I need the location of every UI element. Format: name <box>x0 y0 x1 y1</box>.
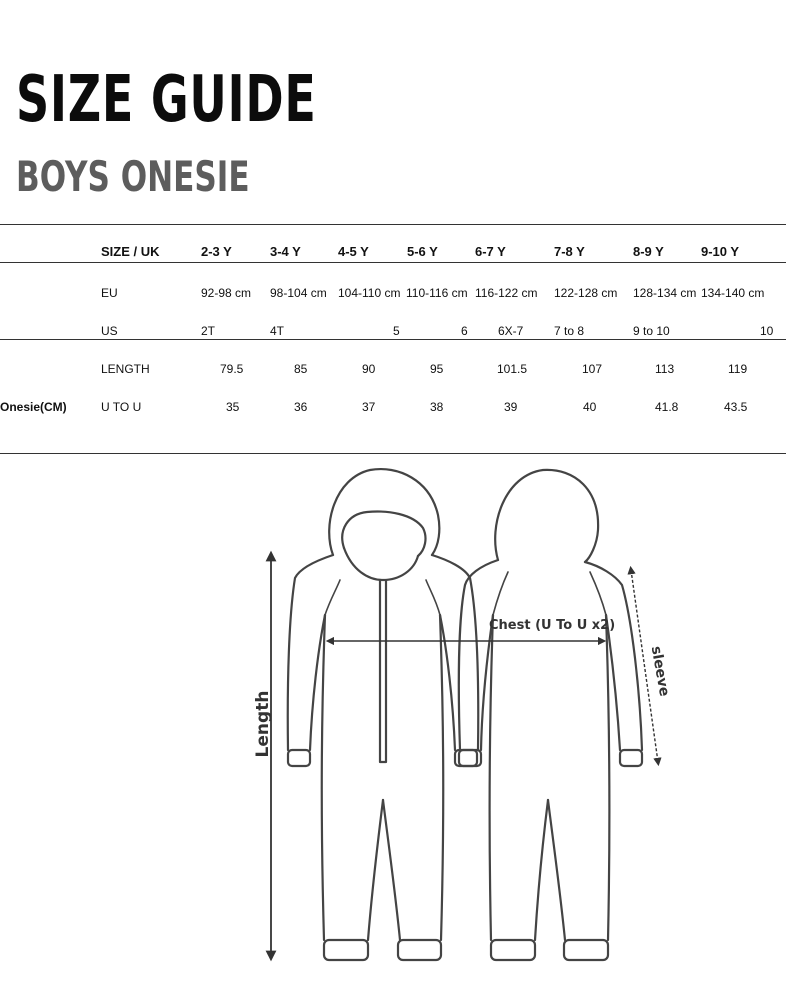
utou-cell: 41.8 <box>655 400 679 414</box>
utou-cell: 37 <box>362 400 376 414</box>
onesie-back-outline <box>459 470 642 960</box>
size-header: 5-6 Y <box>407 244 438 259</box>
length-cell: 107 <box>582 362 603 376</box>
header-divider <box>0 262 786 263</box>
table-top-rule <box>0 224 786 225</box>
utou-cell: 36 <box>294 400 308 414</box>
page-title: SIZE GUIDE <box>16 63 317 137</box>
onesie-section-label: Onesie(CM) <box>0 400 67 414</box>
us-cell: 6X-7 <box>498 324 524 338</box>
eu-cell: 122-128 cm <box>554 286 618 300</box>
utou-cell: 35 <box>226 400 240 414</box>
chest-label: Chest (U To U x2) <box>489 618 616 633</box>
page-subtitle: BOYS ONESIE <box>16 152 250 201</box>
size-header: 3-4 Y <box>270 244 301 259</box>
eu-cell: 92-98 cm <box>201 286 252 300</box>
size-header: 2-3 Y <box>201 244 232 259</box>
length-label: LENGTH <box>101 362 150 376</box>
sleeve-label: sleeve <box>647 644 673 698</box>
us-label: US <box>101 324 118 338</box>
length-cell: 85 <box>294 362 308 376</box>
us-cell: 2T <box>201 324 216 338</box>
length-cell: 79.5 <box>220 362 244 376</box>
length-cell: 101.5 <box>497 362 528 376</box>
eu-cell: 110-116 cm <box>406 286 468 300</box>
us-cell: 10 <box>760 324 774 338</box>
eu-cell: 128-134 cm <box>633 286 697 300</box>
utou-cell: 40 <box>583 400 597 414</box>
onesie-front-outline <box>288 469 478 960</box>
size-header: 9-10 Y <box>701 244 740 259</box>
length-cell: 90 <box>362 362 376 376</box>
onesie-diagram <box>0 455 786 1000</box>
size-header: 8-9 Y <box>633 244 664 259</box>
size-header: 6-7 Y <box>475 244 506 259</box>
size-header: 4-5 Y <box>338 244 369 259</box>
eu-cell: 104-110 cm <box>338 286 401 300</box>
size-uk-header: SIZE / UK <box>101 244 160 259</box>
eu-cell: 116-122 cm <box>475 286 538 300</box>
us-cell: 7 to 8 <box>554 324 585 338</box>
length-cell: 113 <box>655 362 675 376</box>
length-cell: 95 <box>430 362 444 376</box>
utou-cell: 38 <box>430 400 444 414</box>
length-cell: 119 <box>728 362 748 376</box>
section-divider <box>0 339 786 340</box>
us-cell: 4T <box>270 324 285 338</box>
eu-cell: 98-104 cm <box>270 286 327 300</box>
length-label: Length <box>253 690 273 758</box>
us-cell: 6 <box>461 324 468 338</box>
utou-cell: 39 <box>504 400 518 414</box>
utou-label: U TO U <box>101 400 142 414</box>
us-cell: 5 <box>393 324 400 338</box>
eu-label: EU <box>101 286 118 300</box>
table-bottom-rule <box>0 453 786 454</box>
utou-cell: 43.5 <box>724 400 748 414</box>
us-cell: 9 to 10 <box>633 324 670 338</box>
eu-cell: 134-140 cm <box>701 286 765 300</box>
size-header: 7-8 Y <box>554 244 585 259</box>
